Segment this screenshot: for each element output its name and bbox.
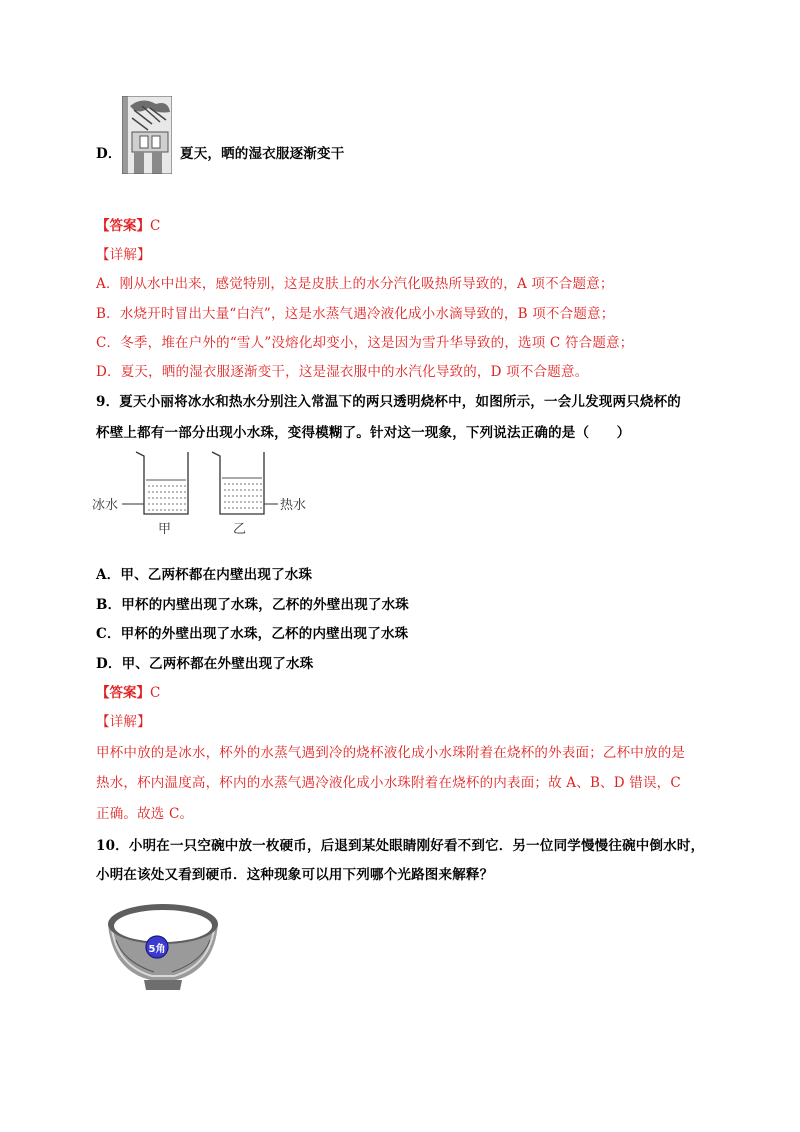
laundry-drawing: [122, 96, 172, 174]
q8-detail-label: 【详解】: [96, 247, 151, 263]
cup-jia-label: 甲: [158, 522, 172, 537]
q10-stem-line: 小明在该处又看到硬币．这种现象可以用下列哪个光路图来解释？: [96, 867, 494, 883]
ice-water-label: 冰水: [92, 498, 119, 513]
answer-value: C: [150, 218, 161, 234]
q8-option-d-text: 夏天，晒的湿衣服逐渐变干: [180, 146, 345, 162]
q9-detail-line: 甲杯中放的是冰水，杯外的水蒸气遇到冷的烧杯液化成小水珠附着在烧杯的外表面；乙杯中放的是: [96, 745, 686, 761]
q9-stem-line: 9．夏天小丽将冰水和热水分别注入常温下的两只透明烧杯中，如图所示，一会儿发现两只烧杯的: [96, 394, 681, 410]
coin-label: 5角: [148, 944, 166, 955]
q9-option-c: C．甲杯的外壁出现了水珠，乙杯的内壁出现了水珠: [96, 626, 409, 642]
q9-option-b: B．甲杯的内壁出现了水珠，乙杯的外壁出现了水珠: [96, 597, 410, 613]
q9-detail-line: 热水，杯内温度高，杯内的水蒸气遇冷液化成小水珠附着在烧杯的内表面；故 A、B、D 错误，C: [96, 775, 681, 791]
q9-option-a: A．甲、乙两杯都在内壁出现了水珠: [96, 567, 313, 583]
q8-detail-line: C．冬季，堆在户外的“雪人”没熔化却变小，这是因为雪升华导致的，选项 C 符合题意；: [96, 335, 634, 351]
q9-option-d: D．甲、乙两杯都在外壁出现了水珠: [96, 656, 314, 672]
q8-option-d-letter: D．: [96, 146, 122, 162]
answer-label: 【答案】: [96, 218, 150, 234]
q8-detail-line: B．水烧开时冒出大量“白汽”，这是水蒸气遇冷液化成小水滴导致的，B 项不合题意；: [96, 306, 615, 322]
laundry-picture: [122, 96, 172, 174]
hot-water-label: 热水: [280, 498, 307, 513]
beakers-figure: [92, 448, 312, 538]
bowl-picture: [104, 900, 222, 992]
q8-answer: [96, 214, 161, 234]
q9-detail-line: 正确。故选 C。: [96, 806, 194, 822]
answer-value: C: [150, 685, 161, 701]
q8-detail-line: A．刚从水中出来，感觉特别，这是皮肤上的水分汽化吸热所导致的，A 项不合题意；: [96, 276, 614, 292]
q8-detail-line: D．夏天，晒的湿衣服逐渐变干，这是湿衣服中的水汽化导致的，D 项不合题意。: [96, 364, 589, 380]
q10-stem-line: 10．小明在一只空碗中放一枚硬币，后退到某处眼睛刚好看不到它．另一位同学慢慢往碗中倒水时，: [96, 838, 705, 854]
q9-detail-label: 【详解】: [96, 714, 151, 730]
q9-stem-line: 杯壁上都有一部分出现小水珠，变得模糊了。针对这一现象，下列说法正确的是（ ）: [96, 425, 631, 441]
cup-yi-label: 乙: [233, 522, 247, 537]
answer-label: 【答案】: [96, 685, 150, 701]
beakers-drawing: [92, 448, 312, 538]
q9-answer: [96, 681, 161, 701]
